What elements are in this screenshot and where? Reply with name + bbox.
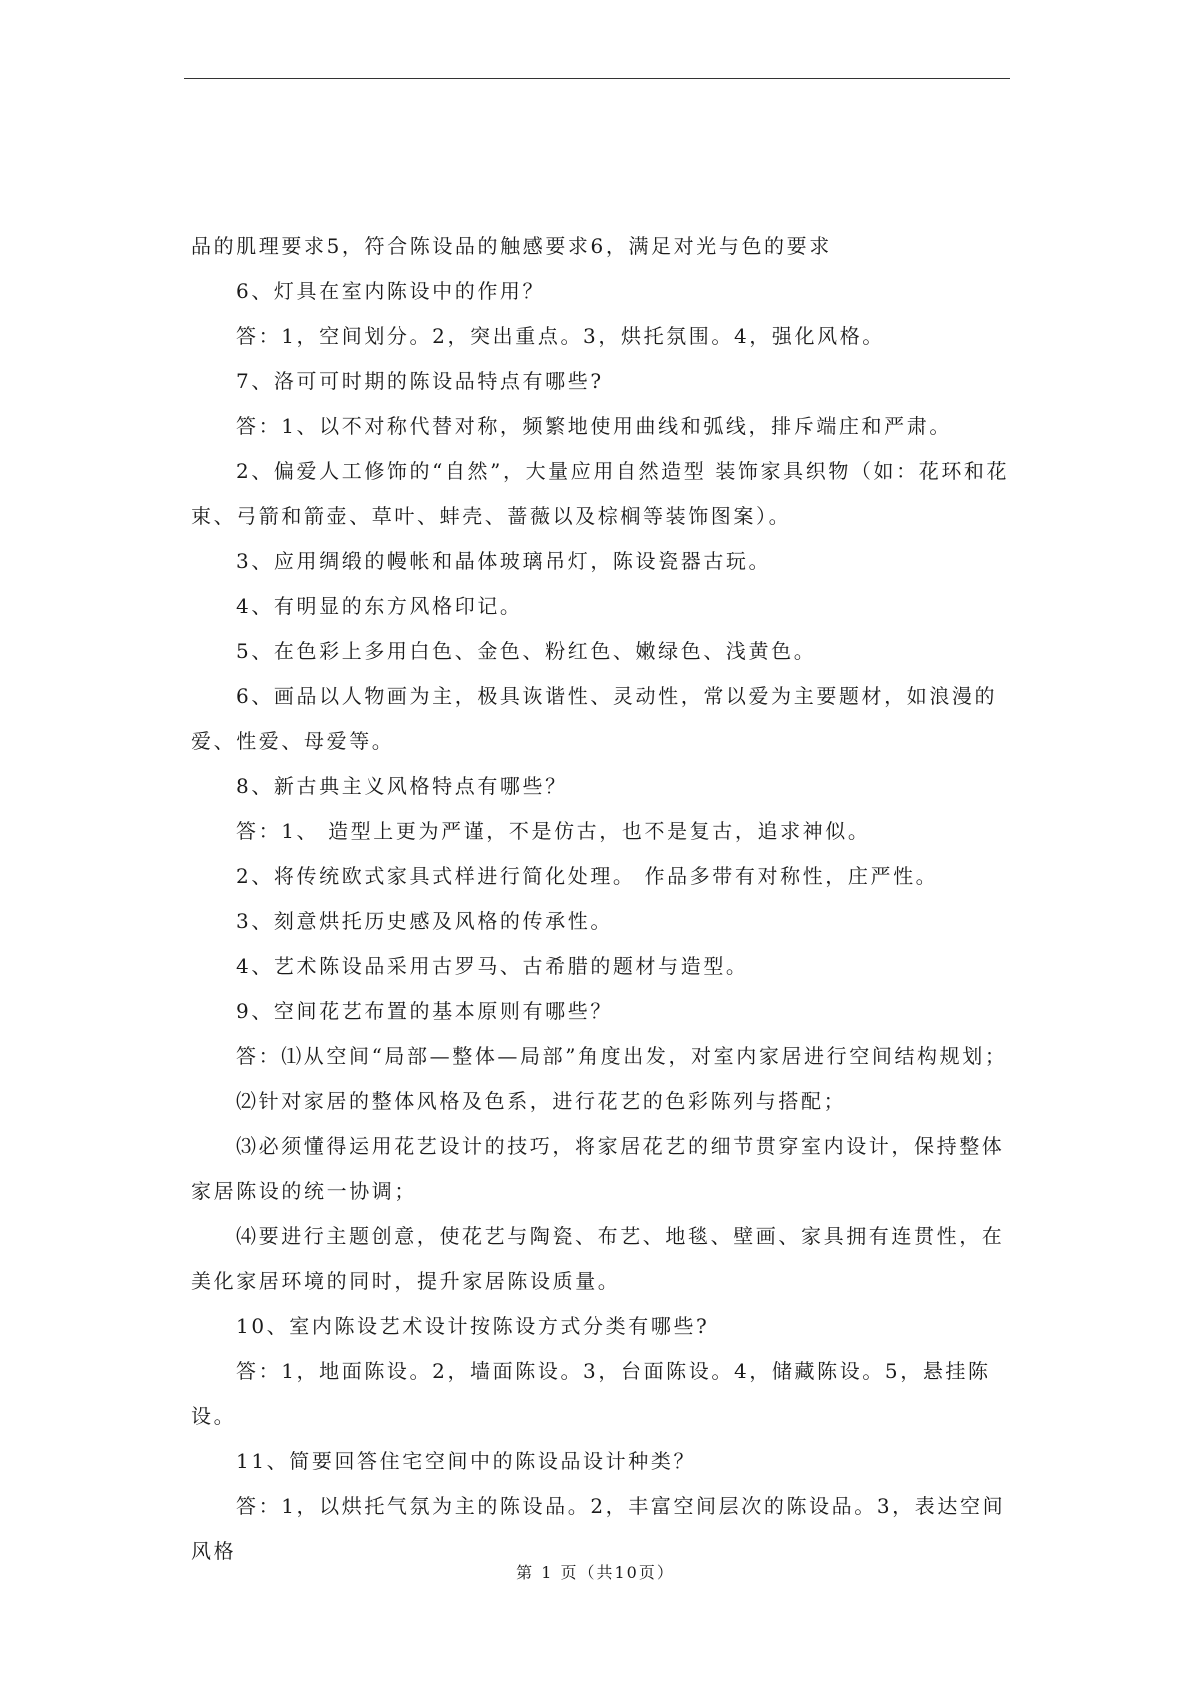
question-heading: 11、简要回答住宅空间中的陈设品设计种类？ bbox=[236, 1449, 697, 1473]
list-item: 3、刻意烘托历史感及风格的传承性。 bbox=[236, 909, 613, 933]
list-item: 4、艺术陈设品采用古罗马、古希腊的题材与造型。 bbox=[236, 954, 749, 978]
page-footer: 第 1 页（共10页） bbox=[516, 1563, 675, 1582]
list-item: 4、有明显的东方风格印记。 bbox=[236, 594, 523, 618]
answer-paragraph: 答：1，空间划分。2，突出重点。3，烘托氛围。4，强化风格。 bbox=[236, 324, 885, 348]
answer-paragraph: 答：1，以烘托气氛为主的陈设品。2，丰富空间层次的陈设品。3，表达空间风格 bbox=[191, 1494, 1006, 1563]
list-item: ⑷要进行主题创意，使花艺与陶瓷、布艺、地毯、壁画、家具拥有连贯性，在美化家居环境的同时，提升家居陈设质量。 bbox=[191, 1224, 1005, 1293]
question-heading: 10、室内陈设艺术设计按陈设方式分类有哪些? bbox=[236, 1314, 710, 1338]
answer-paragraph: 答：1，地面陈设。2，墙面陈设。3，台面陈设。4，储藏陈设。5，悬挂陈设。 bbox=[191, 1359, 991, 1428]
question-heading: 6、灯具在室内陈设中的作用？ bbox=[236, 279, 546, 303]
list-item: 6、画品以人物画为主，极具诙谐性、灵动性，常以爱为主要题材，如浪漫的爱、性爱、母爱等。 bbox=[191, 684, 998, 753]
header-rule bbox=[184, 78, 1010, 79]
question-heading: 7、洛可可时期的陈设品特点有哪些? bbox=[236, 369, 604, 393]
list-item: 5、在色彩上多用白色、金色、粉红色、嫩绿色、浅黄色。 bbox=[236, 639, 817, 663]
answer-paragraph: 答：1、以不对称代替对称，频繁地使用曲线和弧线，排斥端庄和严肃。 bbox=[236, 414, 952, 438]
answer-paragraph: 答：1、 造型上更为严谨，不是仿古，也不是复古，追求神似。 bbox=[236, 819, 871, 843]
list-item: 2、将传统欧式家具式样进行简化处理。 作品多带有对称性，庄严性。 bbox=[236, 864, 939, 888]
list-item: 2、偏爱人工修饰的“自然”，大量应用自然造型 装饰家具织物（如：花环和花束、弓箭和箭壶、草叶、蚌壳、蔷薇以及棕榈等装饰图案）。 bbox=[191, 459, 1010, 528]
list-item: ⑶必须懂得运用花艺设计的技巧，将家居花艺的细节贯穿室内设计，保持整体家居陈设的统一协调； bbox=[191, 1134, 1005, 1203]
list-item: 3、应用绸缎的幔帐和晶体玻璃吊灯，陈设瓷器古玩。 bbox=[236, 549, 772, 573]
list-item: ⑵针对家居的整体风格及色系，进行花艺的色彩陈列与搭配； bbox=[236, 1089, 847, 1113]
question-heading: 9、空间花艺布置的基本原则有哪些？ bbox=[236, 999, 613, 1023]
document-body bbox=[191, 224, 1011, 1574]
paragraph: 品的肌理要求5，符合陈设品的触感要求6，满足对光与色的要求 bbox=[191, 234, 832, 258]
answer-paragraph: 答：⑴从空间“局部—整体—局部”角度出发，对室内家居进行空间结构规划； bbox=[236, 1044, 1008, 1068]
question-heading: 8、新古典主义风格特点有哪些？ bbox=[236, 774, 568, 798]
